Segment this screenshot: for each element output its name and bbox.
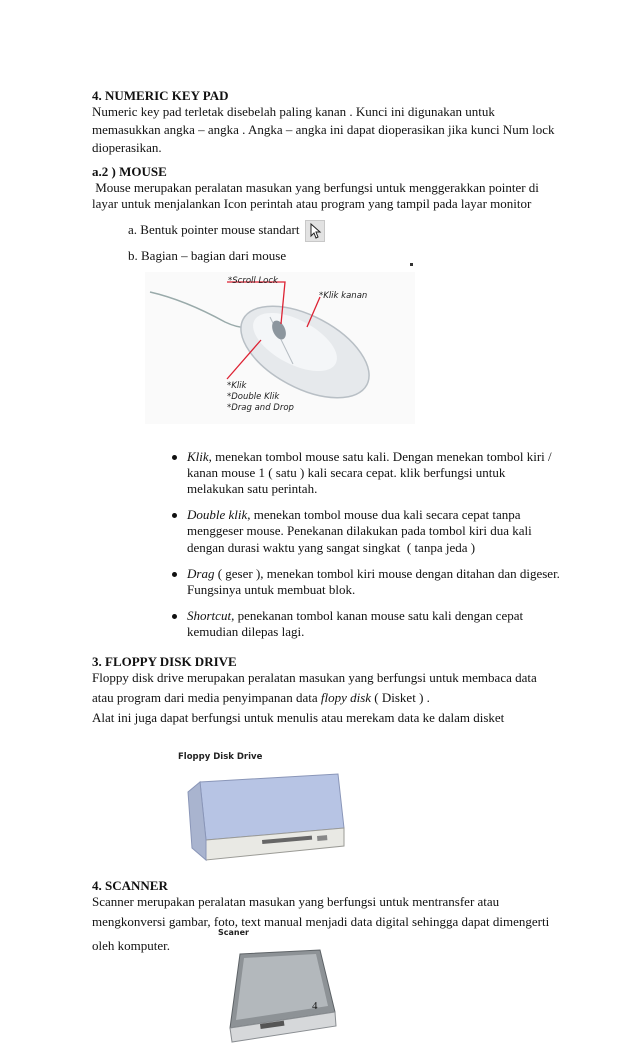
- item-a-pointer: a. Bentuk pointer mouse standart: [128, 222, 300, 237]
- stray-mark: [410, 263, 413, 266]
- paragraph-line: Numeric key pad terletak disebelah paling kanan . Kunci ini digunakan untuk: [92, 104, 495, 119]
- paragraph-line: Scanner merupakan peralatan masukan yang berfungsi untuk mentransfer atau: [92, 894, 500, 909]
- bullet-double-line2: menggeser mouse. Penekanan dilakukan pada tombol kiri dua kali: [187, 523, 532, 538]
- floppy-drive-illustration: [172, 748, 352, 866]
- section-heading-mouse: a.2 ) MOUSE: [92, 164, 167, 179]
- bullet-icon: [172, 614, 177, 619]
- bullet-double-line3: dengan durasi waktu yang sangat singkat ( tanpa jeda ): [187, 540, 476, 555]
- paragraph-line: layar untuk menjalankan Icon perintah atau program yang tampil pada layar monitor: [92, 196, 532, 211]
- scanner-image-label: Scaner: [218, 928, 249, 937]
- label-klik-kanan: *Klik kanan: [319, 291, 368, 301]
- mouse-illustration: [145, 272, 415, 424]
- paragraph-line: dioperasikan.: [92, 140, 162, 155]
- floppy-image-label: Floppy Disk Drive: [178, 752, 263, 762]
- bullet-double-line1: Double klik, menekan tombol mouse dua kali secara cepat tanpa: [187, 507, 521, 522]
- section-heading-scanner: 4. SCANNER: [92, 878, 168, 893]
- bullet-drag-line2: Fungsinya untuk membuat blok.: [187, 582, 356, 597]
- bullet-drag-line1: Drag ( geser ), menekan tombol kiri mouse dengan ditahan dan digeser.: [187, 566, 560, 581]
- section-heading-floppy: 3. FLOPPY DISK DRIVE: [92, 654, 237, 669]
- label-scroll-lock: *Scroll Lock: [228, 276, 278, 286]
- paragraph-line: Alat ini juga dapat berfungsi untuk menulis atau merekam data ke dalam disket: [92, 710, 505, 725]
- label-drag-and-drop: *Drag and Drop: [227, 403, 294, 413]
- bullet-klik-line3: melakukan satu perintah.: [187, 481, 318, 496]
- cursor-arrow-icon: [306, 221, 324, 241]
- paragraph-line: Mouse merupakan peralatan masukan yang berfungsi untuk menggerakkan pointer di: [92, 180, 539, 195]
- item-b-parts: b. Bagian – bagian dari mouse: [128, 248, 287, 263]
- paragraph-line: Floppy disk drive merupakan peralatan masukan yang berfungsi untuk membaca data: [92, 670, 537, 685]
- mouse-diagram-image: [145, 272, 415, 424]
- floppy-drive-image: [172, 748, 352, 866]
- page-number: 4: [312, 1000, 318, 1012]
- bullet-icon: [172, 572, 177, 577]
- bullet-icon: [172, 513, 177, 518]
- pointer-image: [305, 220, 325, 242]
- bullet-klik-line2: kanan mouse 1 ( satu ) kali secara cepat. klik berfungsi untuk: [187, 465, 506, 480]
- scanner-illustration: [210, 940, 340, 1045]
- scanner-image: [210, 940, 340, 1045]
- label-klik: *Klik: [227, 381, 247, 391]
- paragraph-line: memasukkan angka – angka . Angka – angka ini dapat dioperasikan jika kunci Num lock: [92, 122, 555, 137]
- bullet-klik-line1: Klik, menekan tombol mouse satu kali. Dengan menekan tombol kiri /: [187, 449, 552, 464]
- bullet-shortcut-line1: Shortcut, penekanan tombol kanan mouse satu kali dengan cepat: [187, 608, 524, 623]
- paragraph-line: atau program dari media penyimpanan data flopy disk ( Disket ) .: [92, 690, 430, 705]
- paragraph-line: oleh komputer.: [92, 938, 170, 953]
- section-heading-numeric: 4. NUMERIC KEY PAD: [92, 88, 229, 103]
- paragraph-line: mengkonversi gambar, foto, text manual menjadi data digital sehingga dapat dimengerti: [92, 914, 550, 929]
- bullet-shortcut-line2: kemudian dilepas lagi.: [187, 624, 305, 639]
- bullet-icon: [172, 455, 177, 460]
- label-double-klik: *Double Klik: [227, 392, 280, 402]
